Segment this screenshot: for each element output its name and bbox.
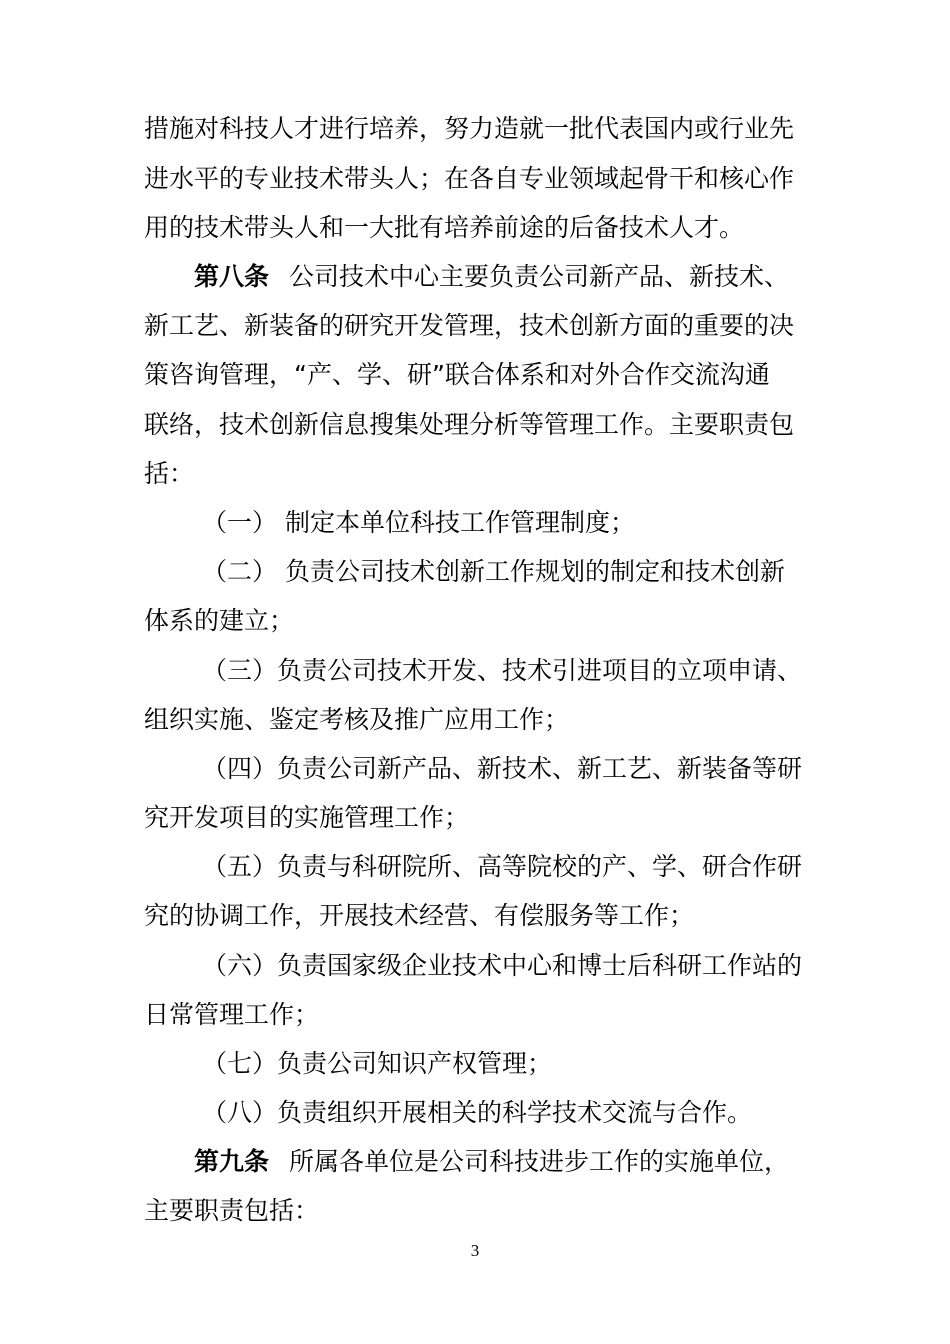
paragraph-line: 括：: [144, 459, 195, 488]
list-item-continuation: 体系的建立；: [144, 606, 295, 635]
list-item-continuation: 究开发项目的实施管理工作；: [144, 803, 470, 832]
list-item: （二） 负责公司技术创新工作规划的制定和技术创新: [202, 557, 785, 586]
paragraph-line: 措施对科技人才进行培养，努力造就一批代表国内或行业先: [144, 114, 795, 143]
paragraph-line: 进水平的专业技术带头人；在各自专业领域起骨干和核心作: [144, 164, 795, 193]
article-9-title: 第九条: [194, 1147, 270, 1176]
list-item: （四）负责公司新产品、新技术、新工艺、新装备等研: [202, 754, 803, 783]
article-8-title: 第八条: [194, 262, 270, 291]
list-item: （三）负责公司技术开发、技术引进项目的立项申请、: [202, 656, 803, 685]
paragraph-line: 新工艺、新装备的研究开发管理，技术创新方面的重要的决: [144, 311, 795, 340]
page-number: 3: [470, 1241, 480, 1260]
list-item-continuation: 究的协调工作，开展技术经营、有偿服务等工作；: [144, 901, 695, 930]
list-item: （七）负责公司知识产权管理；: [202, 1049, 553, 1078]
article-9-text: 所属各单位是公司科技进步工作的实施单位，: [288, 1147, 789, 1176]
paragraph-line: 策咨询管理，“产、学、研”联合体系和对外合作交流沟通: [144, 360, 770, 389]
list-item-continuation: 组织实施、鉴定考核及推广应用工作；: [144, 705, 570, 734]
paragraph-line: 主要职责包括：: [144, 1196, 320, 1225]
list-item-continuation: 日常管理工作；: [144, 1000, 320, 1029]
article-9-heading-line: [194, 1145, 789, 1179]
paragraph-line: 用的技术带头人和一大批有培养前途的后备技术人才。: [144, 213, 745, 242]
list-item: （八）负责组织开展相关的科学技术交流与合作。: [202, 1098, 753, 1127]
article-8-text: 公司技术中心主要负责公司新产品、新技术、: [288, 262, 789, 291]
list-item: （六）负责国家级企业技术中心和博士后科研工作站的: [202, 951, 803, 980]
paragraph-line: 联络，技术创新信息搜集处理分析等管理工作。主要职责包: [144, 410, 795, 439]
list-item: （一） 制定本单位科技工作管理制度；: [202, 508, 635, 537]
list-item: （五）负责与科研院所、高等院校的产、学、研合作研: [202, 852, 803, 881]
article-8-heading-line: [194, 260, 789, 294]
